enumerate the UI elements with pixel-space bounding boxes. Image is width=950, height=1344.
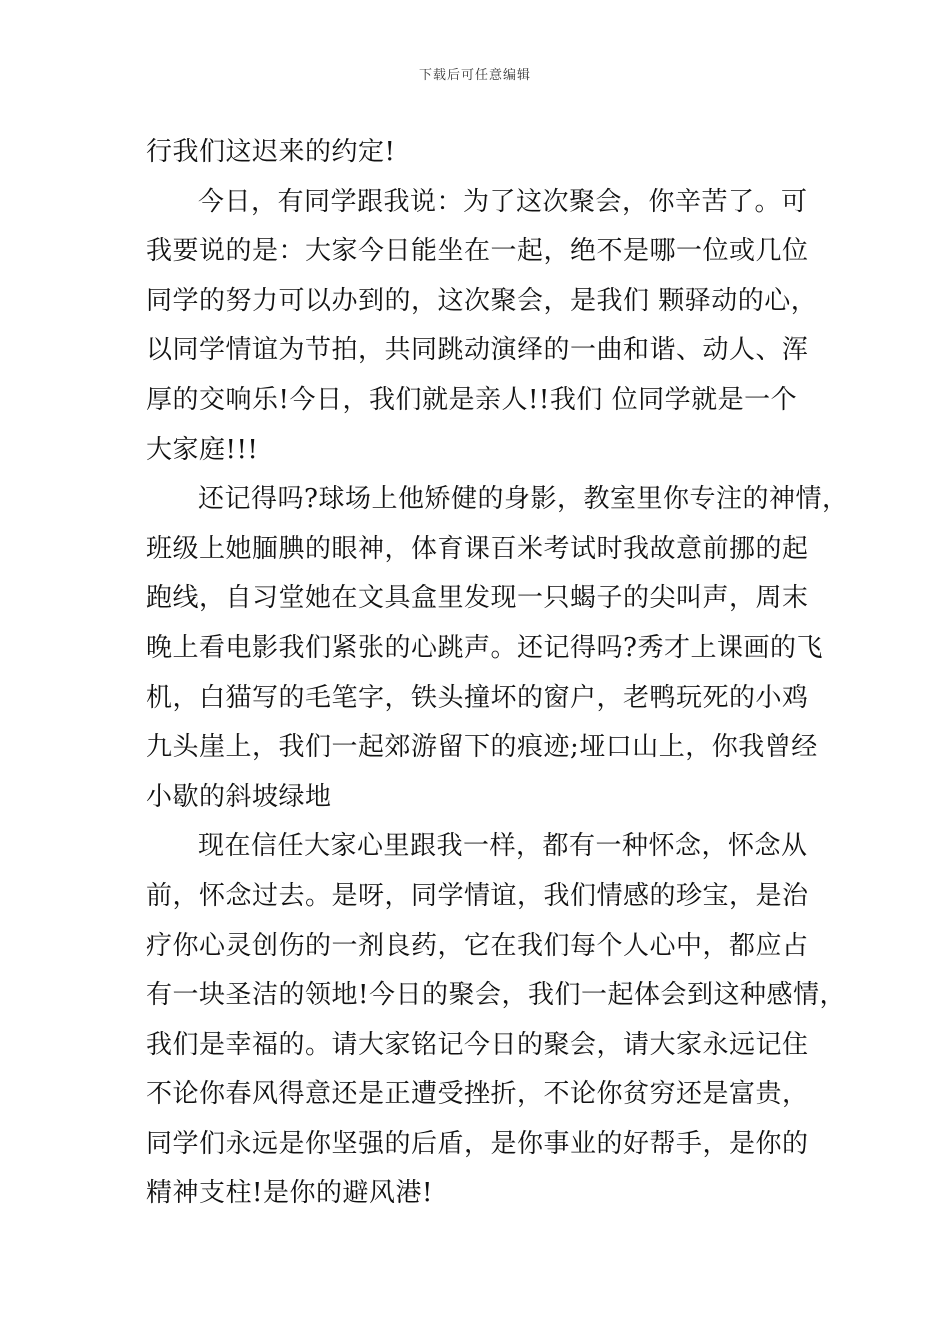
text-line: 小歇的斜坡绿地 [146, 781, 332, 812]
text-line: 晚上看电影我们紧张的心跳声。还记得吗?秀才上课画的飞 [146, 632, 823, 663]
text-line: 还记得吗?球场上他矫健的身影，教室里你专注的神情， [198, 484, 849, 515]
text-line: 厚的交响乐!今日，我们就是亲人!!我们 位同学就是一个 [146, 384, 798, 415]
text-line: 疗你心灵创伤的一剂良药，它在我们每个人心中，都应占 [146, 930, 809, 961]
text-line: 九头崖上，我们一起郊游留下的痕迹;垭口山上，你我曾经 [146, 732, 818, 763]
text-line: 大家庭!!! [146, 434, 259, 465]
text-line: 不论你春风得意还是正遭受挫折，不论你贫穷还是富贵， [146, 1079, 809, 1110]
document-body [146, 128, 849, 1219]
text-line: 班级上她腼腆的眼神，体育课百米考试时我故意前挪的起 [146, 533, 809, 564]
text-line: 我要说的是：大家今日能坐在一起，绝不是哪一位或几位 [146, 236, 809, 267]
text-line: 今日，有同学跟我说：为了这次聚会，你辛苦了。可 [198, 186, 808, 217]
text-line: 同学们永远是你坚强的后盾，是你事业的好帮手，是你的 [146, 1128, 809, 1159]
page-header-note: 下载后可任意编辑 [418, 68, 531, 83]
text-line: 行我们这迟来的约定! [146, 137, 396, 167]
text-line: 有一块圣洁的领地!今日的聚会，我们一起体会到这种感情， [146, 980, 846, 1011]
text-line: 精神支柱!是你的避风港! [146, 1178, 433, 1209]
text-line: 前，怀念过去。是呀，同学情谊，我们情感的珍宝，是治 [146, 880, 809, 911]
text-line: 跑线，自习堂她在文具盒里发现一只蝎子的尖叫声，周末 [146, 583, 809, 614]
text-line: 现在信任大家心里跟我一样，都有一种怀念，怀念从 [198, 831, 808, 862]
text-line: 机，白猫写的毛笔字，铁头撞坏的窗户，老鸭玩死的小鸡 [146, 682, 809, 713]
text-line: 我们是幸福的。请大家铭记今日的聚会，请大家永远记住 [146, 1029, 809, 1060]
text-line: 以同学情谊为节拍，共同跳动演绎的一曲和谐、动人、浑 [146, 335, 809, 366]
text-line: 同学的努力可以办到的，这次聚会，是我们 颗驿动的心， [146, 285, 818, 316]
